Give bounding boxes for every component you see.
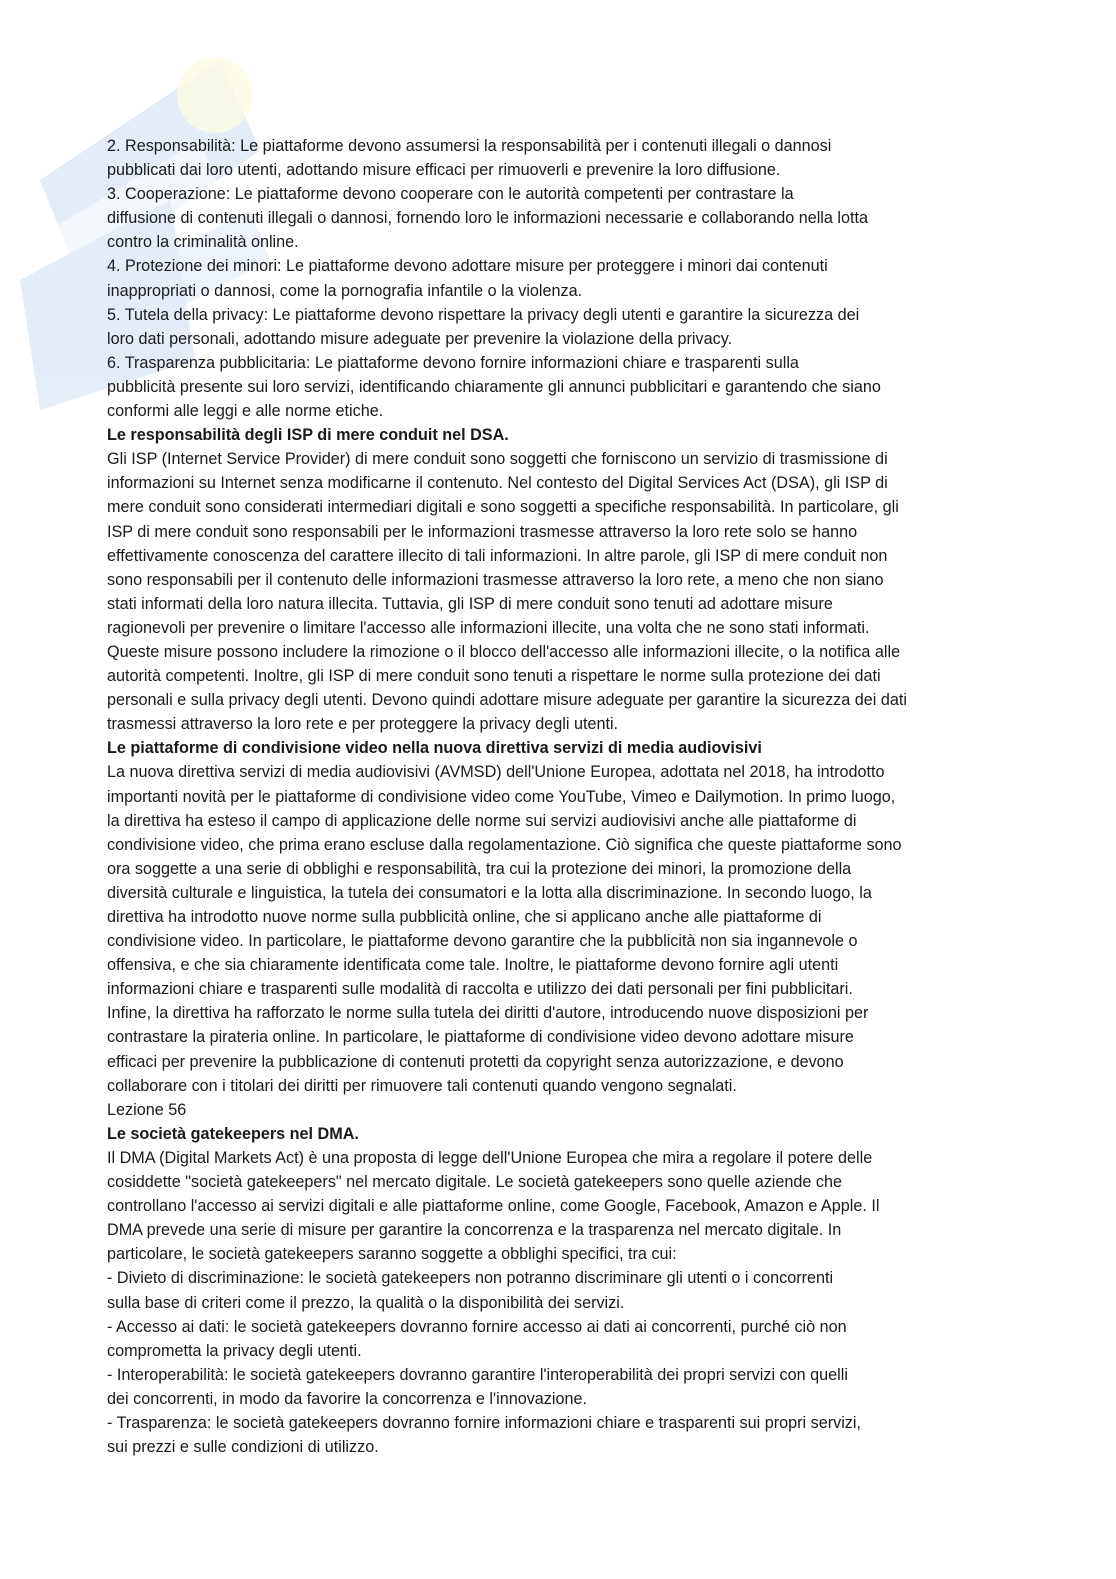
section-heading-video-platforms: Le piattaforme di condivisione video nella nuova direttiva servizi di media audiovisivi	[107, 739, 762, 758]
text-line: 4. Protezione dei minori: Le piattaforme devono adottare misure per proteggere i minori dai contenuti	[107, 257, 828, 276]
text-line: controllano l'accesso ai servizi digitali e alle piattaforme online, come Google, Facebook, Amazon e Apple. Il	[107, 1197, 880, 1216]
text-line: condivisione video, che prima erano escluse dalla regolamentazione. Ciò significa che queste piattaforme sono	[107, 835, 902, 854]
text-line: - Accesso ai dati: le società gatekeepers dovranno fornire accesso ai dati ai concorrenti, purché ciò non	[107, 1317, 847, 1336]
text-line: ora soggette a una serie di obblighi e responsabilità, tra cui la protezione dei minori, la promozione della	[107, 859, 852, 878]
text-line: efficaci per prevenire la pubblicazione di contenuti protetti da copyright senza autorizzazione, e devono	[107, 1052, 844, 1071]
text-line: particolare, le società gatekeepers saranno soggette a obblighi specifici, tra cui:	[107, 1245, 677, 1264]
text-line: - Trasparenza: le società gatekeepers dovranno fornire informazioni chiare e trasparenti sui propri servizi,	[107, 1413, 861, 1432]
text-line: sui prezzi e sulle condizioni di utilizzo.	[107, 1438, 379, 1457]
text-line: stati informati della loro natura illecita. Tuttavia, gli ISP di mere conduit sono tenuti ad adottare misure	[107, 594, 833, 613]
text-line: informazioni su Internet senza modificarne il contenuto. Nel contesto del Digital Services Act (DSA), gli ISP di	[107, 474, 888, 493]
text-line: importanti novità per le piattaforme di condivisione video come YouTube, Vimeo e Dailymotion. In primo luogo,	[107, 787, 896, 806]
section-heading-isp: Le responsabilità degli ISP di mere conduit nel DSA.	[107, 426, 509, 445]
text-line: inappropriati o dannosi, come la pornografia infantile o la violenza.	[107, 281, 583, 300]
text-line: mere conduit sono considerati intermediari digitali e sono soggetti a specifiche responsabilità. In particolare, gli	[107, 498, 899, 517]
text-line: DMA prevede una serie di misure per garantire la concorrenza e la trasparenza nel mercato digitale. In	[107, 1221, 842, 1240]
text-line: - Divieto di discriminazione: le società gatekeepers non potranno discriminare gli utenti o i concorrenti	[107, 1269, 834, 1288]
text-line: comprometta la privacy degli utenti.	[107, 1341, 362, 1360]
text-line: informazioni chiare e trasparenti sulle modalità di raccolta e utilizzo dei dati personali per fini pubblicitari.	[107, 980, 853, 999]
text-line: collaborare con i titolari dei diritti per rimuovere tali contenuti quando vengono segnalati.	[107, 1076, 737, 1095]
text-line: conformi alle leggi e alle norme etiche.	[107, 402, 384, 421]
text-line: ragionevoli per prevenire o limitare l'accesso alle informazioni illecite, una volta che ne sono stati informati.	[107, 618, 870, 637]
text-line: effettivamente conoscenza del carattere illecito di tali informazioni. In altre parole, gli ISP di mere conduit non	[107, 546, 888, 565]
text-line: diversità culturale e linguistica, la tutela dei consumatori e la lotta alla discriminazione. In secondo luogo, la	[107, 883, 872, 902]
text-line: pubblicità presente sui loro servizi, identificando chiaramente gli annunci pubblicitari e garantendo che siano	[107, 377, 881, 396]
text-line: la direttiva ha esteso il campo di applicazione delle norme sui servizi audiovisivi anche alle piattaforme di	[107, 811, 857, 830]
text-line: Queste misure possono includere la rimozione o il blocco dell'accesso alle informazioni illecite, o la notifica alle	[107, 642, 901, 661]
text-line: loro dati personali, adottando misure adeguate per prevenire la violazione della privacy.	[107, 329, 733, 348]
text-line: La nuova direttiva servizi di media audiovisivi (AVMSD) dell'Unione Europea, adottata nel 2018, ha introdotto	[107, 763, 885, 782]
text-line: direttiva ha introdotto nuove norme sulla pubblicità online, che si applicano anche alle piattaforme di	[107, 908, 822, 926]
text-line: condivisione video. In particolare, le piattaforme devono garantire che la pubblicità non sia ingannevole o	[107, 932, 858, 951]
text-line: pubblicati dai loro utenti, adottando misure efficaci per rimuoverli e prevenire la loro diffusione.	[107, 161, 781, 180]
text-line: offensiva, e che sia chiaramente identificata come tale. Inoltre, le piattaforme devono fornire agli utenti	[107, 956, 839, 975]
text-line: 5. Tutela della privacy: Le piattaforme devono rispettare la privacy degli utenti e garantire la sicurezza dei	[107, 305, 860, 324]
section-heading-gatekeepers: Le società gatekeepers nel DMA.	[107, 1124, 359, 1143]
text-line: 3. Cooperazione: Le piattaforme devono cooperare con le autorità competenti per contrastare la	[107, 185, 794, 204]
lesson-label: Lezione 56	[107, 1100, 187, 1119]
document-body	[107, 134, 1007, 1459]
text-line: autorità competenti. Inoltre, gli ISP di mere conduit sono tenuti a rispettare le norme sulla protezione dei dati	[107, 667, 881, 686]
text-line: sulla base di criteri come il prezzo, la qualità o la disponibilità dei servizi.	[107, 1293, 625, 1312]
text-line: Gli ISP (Internet Service Provider) di mere conduit sono soggetti che forniscono un servizio di trasmissione di	[107, 450, 888, 469]
text-line: ISP di mere conduit sono responsabili per le informazioni trasmesse attraverso la loro rete solo se hanno	[107, 522, 858, 541]
text-line: diffusione di contenuti illegali o dannosi, fornendo loro le informazioni necessarie e collaborando nella lotta	[107, 209, 869, 228]
text-line: - Interoperabilità: le società gatekeepers dovranno garantire l'interoperabilità dei propri servizi con quelli	[107, 1365, 848, 1384]
text-line: 2. Responsabilità: Le piattaforme devono assumersi la responsabilità per i contenuti illegali o dannosi	[107, 137, 832, 155]
text-line: Il DMA (Digital Markets Act) è una proposta di legge dell'Unione Europea che mira a regolare il potere delle	[107, 1148, 873, 1167]
text-line: cosiddette "società gatekeepers" nel mercato digitale. Le società gatekeepers sono quelle aziende che	[107, 1173, 843, 1192]
text-line: trasmessi attraverso la loro rete e per proteggere la privacy degli utenti.	[107, 715, 619, 734]
text-line: dei concorrenti, in modo da favorire la concorrenza e l'innovazione.	[107, 1389, 587, 1408]
text-line: contrastare la pirateria online. In particolare, le piattaforme di condivisione video devono adottare misure	[107, 1028, 854, 1047]
text-line: sono responsabili per il contenuto delle informazioni trasmesse attraverso la loro rete, a meno che non siano	[107, 570, 884, 589]
text-line: 6. Trasparenza pubblicitaria: Le piattaforme devono fornire informazioni chiare e trasparenti sulla	[107, 353, 799, 372]
text-line: personali e sulla privacy degli utenti. Devono quindi adottare misure adeguate per garantire la sicurezza dei dati	[107, 691, 907, 710]
text-line: contro la criminalità online.	[107, 233, 299, 252]
text-line: Infine, la direttiva ha rafforzato le norme sulla tutela dei diritti d'autore, introducendo nuove disposizioni per	[107, 1004, 869, 1023]
